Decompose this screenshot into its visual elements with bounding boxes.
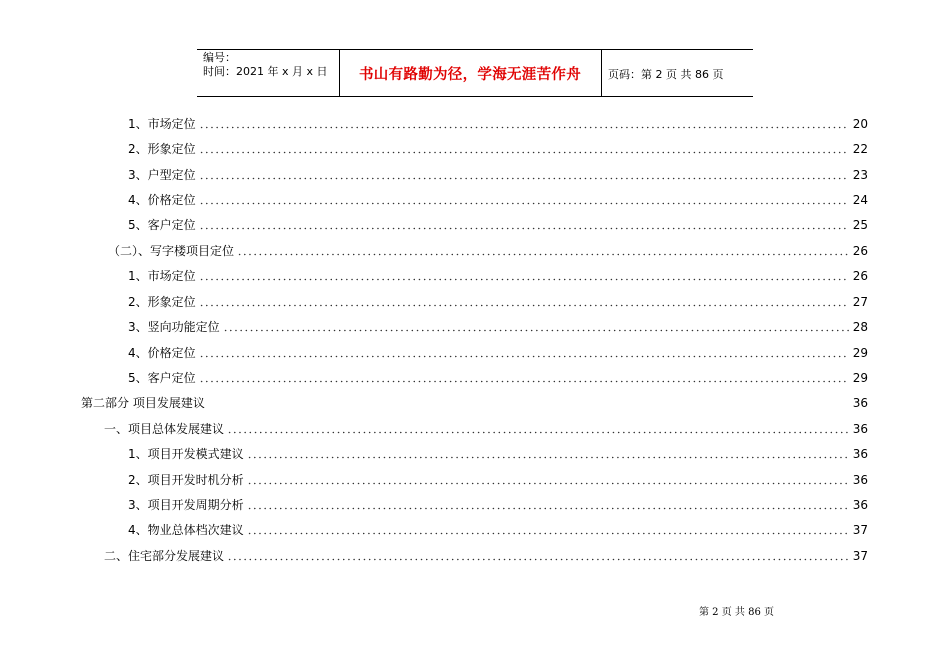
toc-entry[interactable]	[128, 214, 868, 232]
toc-entry-page-number: 24	[852, 193, 868, 207]
toc-entry[interactable]	[128, 164, 868, 182]
toc-entry[interactable]	[128, 342, 868, 360]
toc-dot-leader	[247, 523, 849, 535]
toc-dot-leader	[223, 320, 849, 332]
toc-entry-label: 第二部分 项目发展建议	[81, 396, 205, 410]
toc-entry-label: 2、项目开发时机分析	[128, 473, 244, 487]
toc-entry-label: 3、竖向功能定位	[128, 320, 220, 334]
toc-entry-page-number: 36	[852, 473, 868, 487]
toc-dot-leader	[237, 244, 849, 256]
header-motto: 书山有路勤为径，学海无涯苦作舟	[359, 67, 581, 83]
toc-entry-label: 5、客户定位	[128, 218, 196, 232]
header-top-rule	[197, 49, 753, 50]
toc-entry-page-number: 28	[852, 320, 868, 334]
toc-entry-page-number: 36	[852, 447, 868, 461]
toc-entry-label: 4、价格定位	[128, 193, 196, 207]
toc-entry[interactable]	[128, 367, 868, 385]
toc-entry-label: 1、项目开发模式建议	[128, 447, 244, 461]
toc-dot-leader	[199, 269, 849, 281]
toc-entry-label: 2、形象定位	[128, 142, 196, 156]
toc-entry-page-number: 20	[852, 117, 868, 131]
toc-entry-page-number: 29	[852, 371, 868, 385]
toc-dot-leader	[199, 193, 849, 205]
toc-dot-leader	[199, 346, 849, 358]
toc-entry-page-number: 36	[852, 498, 868, 512]
toc-entry-page-number: 26	[852, 244, 868, 258]
toc-entry-page-number: 26	[852, 269, 868, 283]
toc-entry[interactable]	[128, 469, 868, 487]
toc-dot-leader	[247, 447, 849, 459]
toc-entry[interactable]	[81, 392, 868, 410]
toc-entry-page-number: 22	[852, 142, 868, 156]
toc-dot-leader	[199, 168, 849, 180]
toc-dot-leader	[199, 117, 849, 129]
toc-entry-label: 1、市场定位	[128, 269, 196, 283]
header-page-info: 页码：第 2 页 共 86 页	[608, 68, 724, 81]
toc-dot-leader	[247, 498, 849, 510]
toc-dot-leader	[247, 473, 849, 485]
toc-entry-page-number: 36	[852, 396, 868, 410]
toc-entry[interactable]	[128, 189, 868, 207]
header-time: 时间：2021 年 x 月 x 日	[203, 65, 328, 78]
toc-entry[interactable]	[104, 418, 868, 436]
toc-entry-label: 5、客户定位	[128, 371, 196, 385]
toc-entry-label: 二、住宅部分发展建议	[104, 549, 225, 563]
toc-entry-page-number: 25	[852, 218, 868, 232]
toc-dot-leader	[199, 218, 849, 230]
header-divider-right	[601, 49, 602, 96]
toc-entry-page-number: 37	[852, 549, 868, 563]
toc-entry-label: 4、价格定位	[128, 346, 196, 360]
header-number: 编号：	[203, 51, 236, 64]
toc-entry-label: 2、形象定位	[128, 295, 196, 309]
toc-entry-page-number: 37	[852, 523, 868, 537]
toc-dot-leader	[199, 142, 849, 154]
toc-entry-label: 1、市场定位	[128, 117, 196, 131]
toc-entry[interactable]	[128, 519, 868, 537]
toc-entry[interactable]	[128, 138, 868, 156]
toc-entry-page-number: 27	[852, 295, 868, 309]
toc-entry-page-number: 23	[852, 168, 868, 182]
toc-entry[interactable]	[128, 113, 868, 131]
toc-entry[interactable]	[128, 316, 868, 334]
toc-entry-label: 3、户型定位	[128, 168, 196, 182]
toc-entry[interactable]	[128, 291, 868, 309]
toc-entry-label: （二）、写字楼项目定位	[108, 244, 235, 258]
toc-entry[interactable]	[104, 545, 868, 563]
toc-dot-leader	[199, 371, 849, 383]
toc-entry-label: 3、项目开发周期分析	[128, 498, 244, 512]
toc-dot-leader	[227, 549, 849, 561]
toc-entry[interactable]	[128, 265, 868, 283]
toc-entry[interactable]	[108, 240, 868, 258]
toc-entry-label: 4、物业总体档次建议	[128, 523, 244, 537]
toc-dot-leader	[227, 422, 849, 434]
toc-entry-label: 一、项目总体发展建议	[104, 422, 225, 436]
toc-entry[interactable]	[128, 494, 868, 512]
toc-entry[interactable]	[128, 443, 868, 461]
header-bottom-rule	[197, 96, 753, 97]
toc-dot-leader	[199, 295, 849, 307]
toc-entry-page-number: 36	[852, 422, 868, 436]
toc-entry-page-number: 29	[852, 346, 868, 360]
page-footer: 第 2 页 共 86 页	[699, 607, 774, 618]
header-meta	[203, 51, 328, 79]
